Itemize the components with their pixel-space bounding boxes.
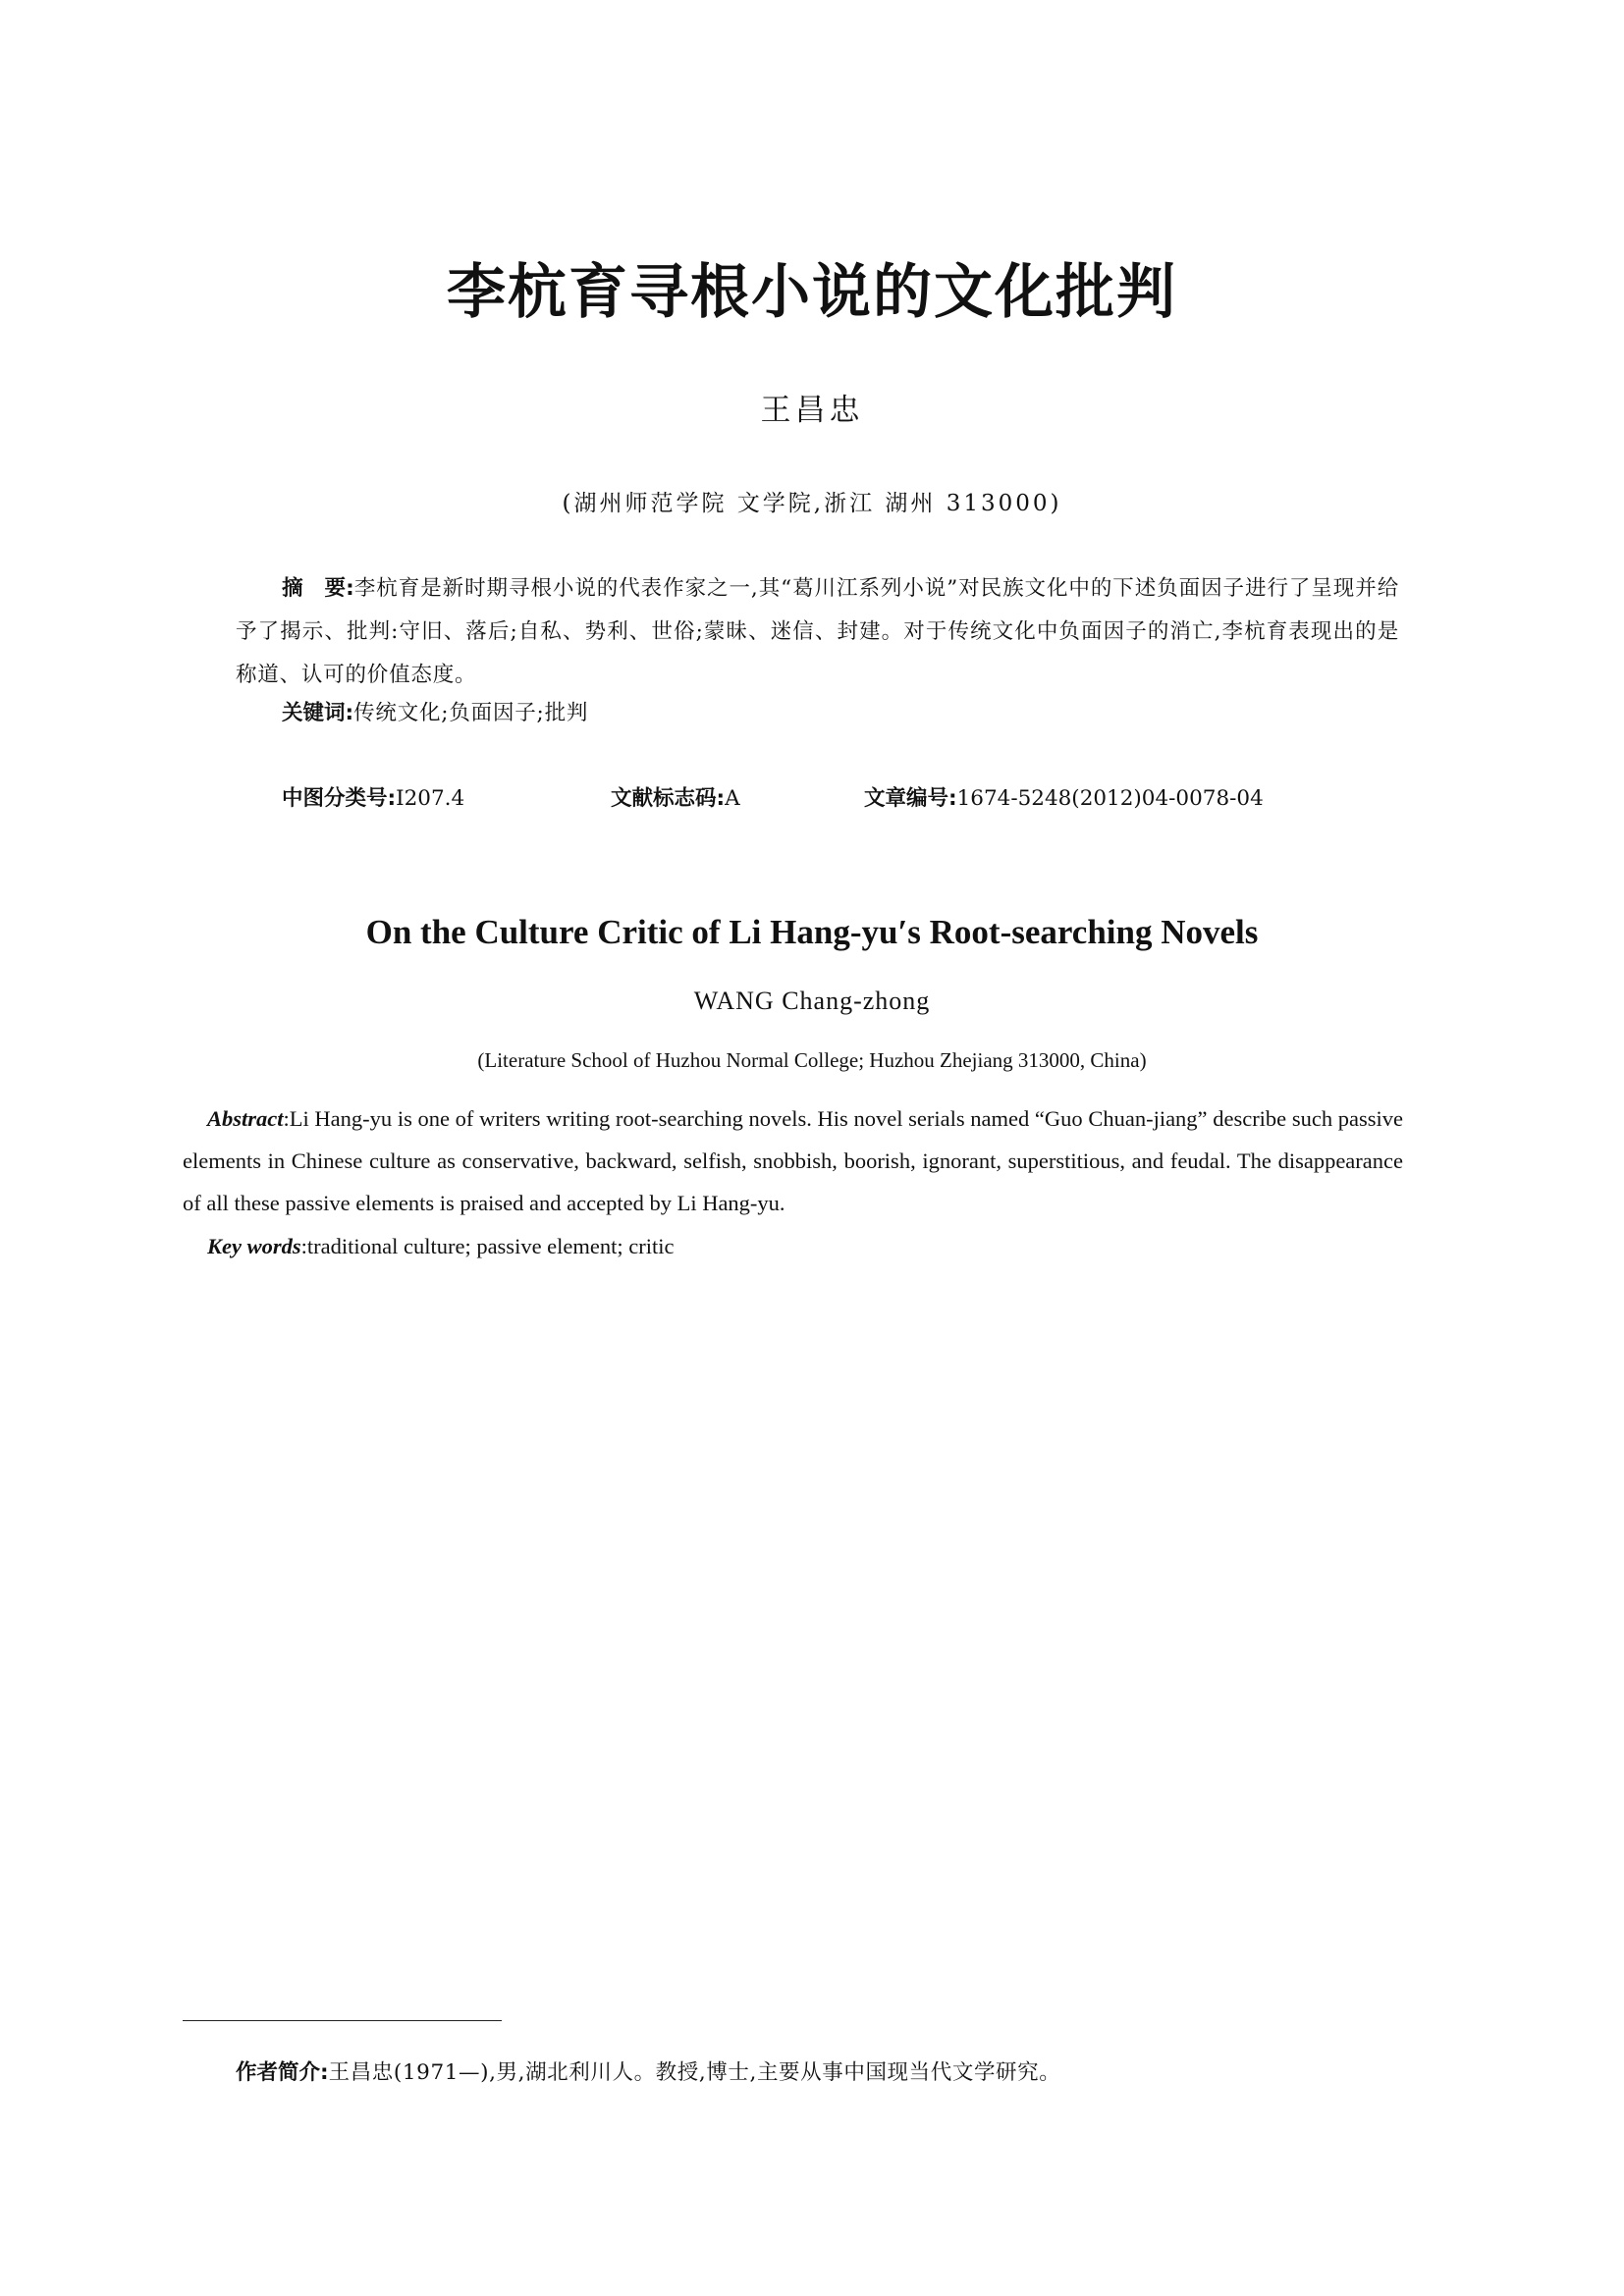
english-author: WANG Chang-zhong	[693, 987, 931, 1015]
english-keywords-text: :traditional culture; passive element; critic	[300, 1234, 675, 1258]
footnote-label: 作者简介:	[236, 2060, 329, 2085]
clc-number	[282, 781, 464, 812]
chinese-abstract	[236, 567, 1399, 697]
chinese-title: 李杭育寻根小说的文化批判	[447, 258, 1177, 327]
classification-row	[282, 781, 1401, 821]
chinese-affiliation: (湖州师范学院 文学院,浙江 湖州 313000)	[562, 491, 1062, 516]
clc-value: I207.4	[396, 786, 465, 811]
english-title: On the Culture Critic of Li Hang-yu′s Root-searching Novels	[365, 913, 1259, 951]
chinese-abstract-text: 李杭育是新时期寻根小说的代表作家之一,其“葛川江系列小说”对民族文化中的下述负面因子进行了呈现并给予了揭示、批判:守旧、落后;自私、势利、世俗;蒙昧、迷信、封建。对于传统文化中负面因子的消亡,李杭育表现出的是称道、认可的价值态度。	[236, 576, 1399, 687]
article-number-value: 1674-5248(2012)04-0078-04	[956, 786, 1264, 811]
chinese-keywords-label: 关键词:	[282, 701, 354, 725]
article-number-label: 文章编号:	[864, 786, 957, 811]
footnote-divider	[183, 2020, 502, 2021]
english-abstract-text: :Li Hang-yu is one of writers writing root-searching novels. His novel serials named “Guo Chuan-jiang” describe such passive elements in Chinese culture as conservative, backward, selfish, snobbish, boorish, ignorant, superstitious, and feudal. The disappearance of all these passive elements is praised and accepted by Li Hang-yu.	[183, 1106, 1403, 1215]
english-keywords-label: Key words	[207, 1234, 301, 1258]
chinese-keywords	[282, 694, 1401, 733]
english-affiliation: (Literature School of Huzhou Normal College; Huzhou Zhejiang 313000, China)	[477, 1048, 1147, 1072]
chinese-keywords-text: 传统文化;负面因子;批判	[353, 701, 589, 725]
footnote-text: 王昌忠(1971—),男,湖北利川人。教授,博士,主要从事中国现当代文学研究。	[328, 2060, 1061, 2085]
chinese-abstract-label: 摘 要:	[282, 576, 354, 601]
document-code-label: 文献标志码:	[611, 786, 726, 811]
chinese-author: 王昌忠	[760, 393, 864, 428]
article-number	[864, 781, 1264, 812]
clc-label: 中图分类号:	[282, 786, 397, 811]
document-code-value: A	[725, 786, 740, 811]
english-abstract-label: Abstract	[207, 1106, 284, 1131]
english-keywords	[207, 1227, 1385, 1266]
english-abstract	[183, 1097, 1403, 1224]
author-footnote	[236, 2056, 1404, 2091]
document-code	[611, 781, 740, 812]
